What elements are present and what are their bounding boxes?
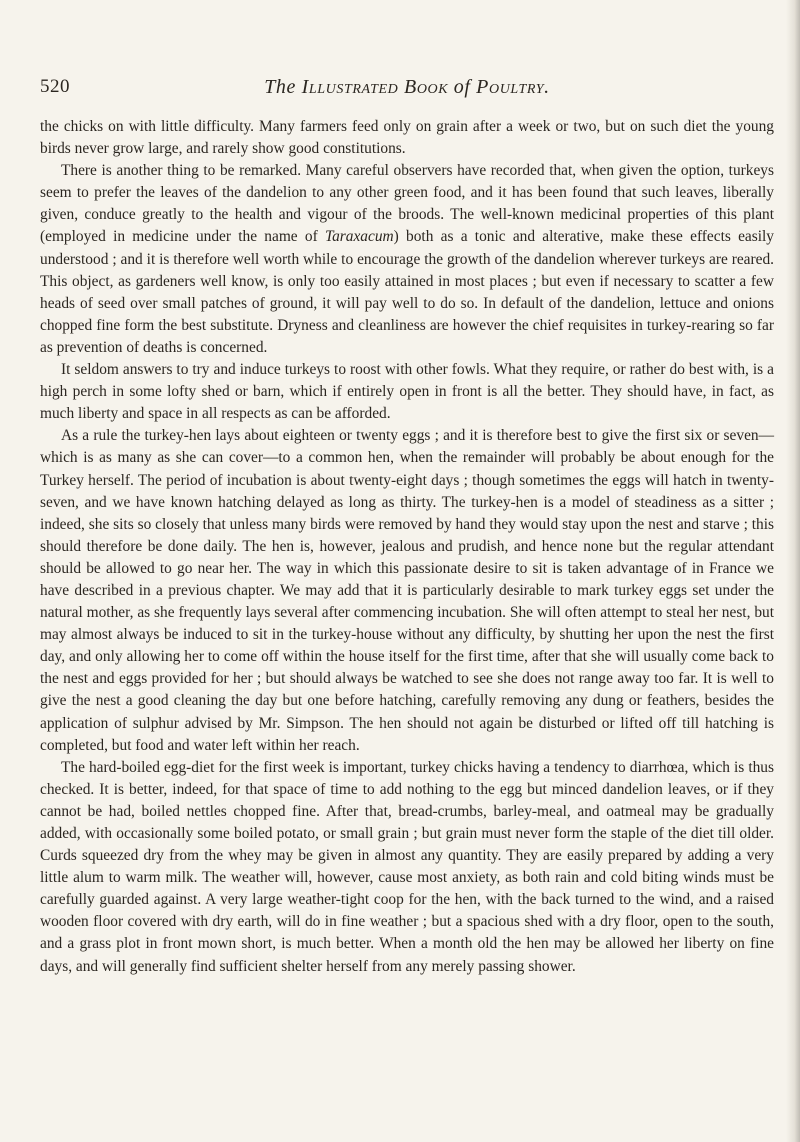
- page-number: 520: [40, 76, 70, 97]
- italic-term: Taraxacum: [324, 228, 394, 246]
- paragraph: As a rule the turkey-hen lays about eighteen or twenty eggs ; and it is therefore best to give the first six or seven—which is as many as she can cover—to a common hen, when the remainder will probably be about enough for the Turkey herself. The period of incubation is about twenty-eight days ; though sometimes the eggs will hatch in twenty-seven, and we have known hatching delayed as long as thirty. The turkey-hen is a model of steadiness as a sitter ; indeed, she sits so closely that unless many birds were removed by hand they would stay upon the nest and starve ; this should therefore be done daily. The hen is, however, jealous and prudish, and hence none but the regular attendant should be allowed to go near her. The way in which this passionate desire to sit is taken advantage of in France we have described in a previous chapter. We may add that it is particularly desirable to mark turkey eggs set under the natural mother, as she frequently lays several after commencing incubation. She will often attempt to steal her nest, but may almost always be induced to sit in the turkey-house without any difficulty, by shutting her upon the nest the first day, and only allowing her to come off within the house itself for the first time, after that she will usually come back to the nest and eggs provided for her ; but should always be watched to see she does not range away too far. It is well to give the nest a good cleaning the day but one before hatching, carefully removing any dung or feathers, besides the application of sulphur advised by Mr. Simpson. The hen should not again be disturbed or lifted off till hatching is completed, but food and water left within her reach.: [40, 427, 774, 754]
- running-head: [40, 76, 774, 100]
- title-word-the: The: [264, 76, 297, 98]
- title-word-book: Book: [404, 76, 449, 98]
- paragraph: The hard-boiled egg-diet for the first week is important, turkey chicks having a tendency to diarrhœa, which is thus checked. It is better, indeed, for that space of time to add nothing to the egg but minced dandelion leaves, or if they cannot be had, boiled nettles chopped fine. After that, bread-crumbs, barley-meal, and oatmeal may be gradually added, with occasionally some boiled potato, or small grain ; but grain must never form the staple of the diet till older. Curds squeezed dry from the whey may be given in almost any quantity. They are easily prepared by adding a very little alum to warm milk. The weather will, however, cause most anxiety, as both rain and cold biting winds must be carefully guarded against. A very large weather-tight coop for the hen, with the back turned to the wind, and a raised wooden floor covered with dry earth, will do in fine weather ; but a spacious shed with a dry floor, open to the south, and a grass plot in front mown short, is much better. When a month old the hen may be allowed her liberty on fine days, and will generally find sufficient shelter herself from any merely passing shower.: [40, 758, 774, 975]
- body-text: [40, 116, 774, 978]
- paragraph: There is another thing to be remarked. Many careful observers have recorded that, when given the option, turkeys seem to prefer the leaves of the dandelion to any other green food, and it has been found that such leaves, liberally given, conduce greatly to the health and vigour of the broods. The well-known medicinal properties of this plant (employed in medicine under the name of Taraxacum) both as a tonic and alterative, make these effects easily understood ; and it is therefore well worth while to encourage the growth of the dandelion wherever turkeys are reared. This object, as gardeners well know, is only too easily attained in most places ; but even if necessary to scatter a few heads of seed over small patches of ground, it will pay well to do so. In default of the dandelion, lettuce and onions chopped fine form the best substitute. Dryness and cleanliness are however the chief requisites in turkey-rearing so far as prevention of deaths is concerned.: [40, 162, 774, 356]
- title-word-of: of: [453, 76, 471, 98]
- paragraph: the chicks on with little difficulty. Many farmers feed only on grain after a week or two, but on such diet the young birds never grow large, and rarely show good constitutions.: [40, 118, 774, 158]
- paragraph: It seldom answers to try and induce turkeys to roost with other fowls. What they require, or rather do best with, is a high perch in some lofty shed or barn, which if entirely open in front is all the better. They should have, in fact, as much liberty and space in all respects as can be afforded.: [40, 361, 774, 423]
- page-edge-shadow: [786, 0, 800, 1142]
- book-title: [40, 76, 774, 99]
- title-word-illustrated: Illustrated: [301, 76, 399, 98]
- title-word-poultry: Poultry.: [476, 76, 550, 98]
